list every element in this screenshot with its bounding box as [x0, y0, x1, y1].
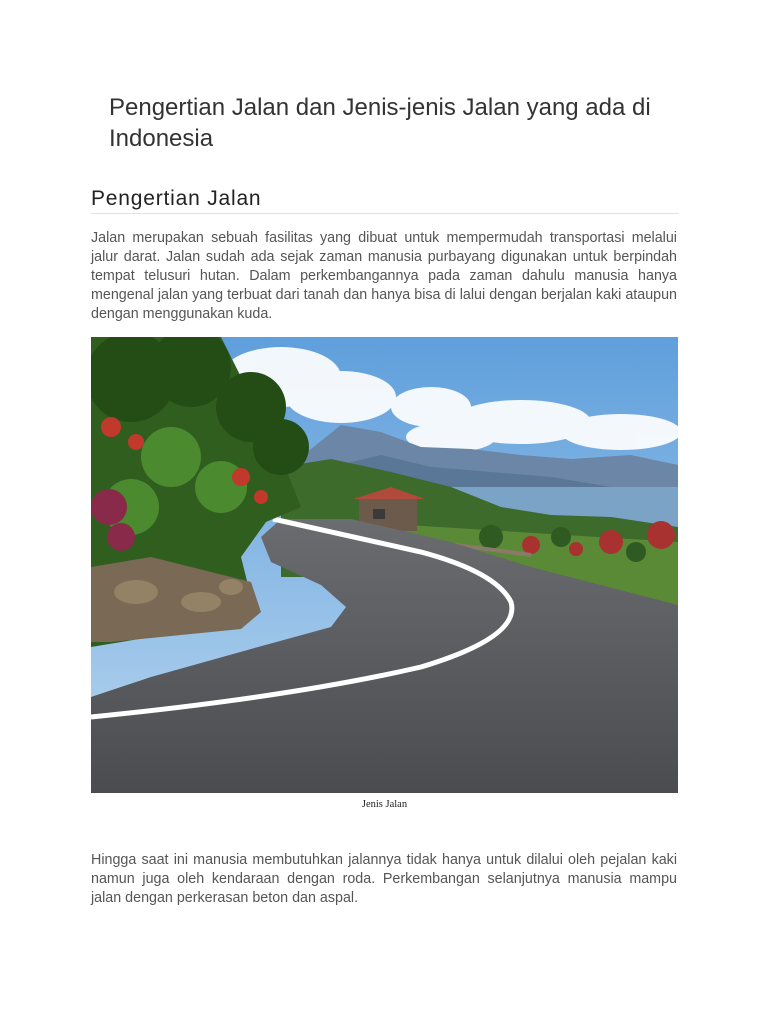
- section-heading: Pengertian Jalan: [91, 185, 679, 214]
- road-photo: [91, 337, 678, 793]
- closing-paragraph: Hingga saat ini manusia membutuhkan jalannya tidak hanya untuk dilalui oleh pejalan kaki namun juga oleh kendaraan dengan roda. Perkembangan selanjutnya manusia mampu jalan dengan perkerasan beton dan aspal.: [91, 852, 677, 906]
- intro-paragraph: Jalan merupakan sebuah fasilitas yang dibuat untuk mempermudah transportasi melalui jalur darat. Jalan sudah ada sejak zaman manusia purbayang digunakan untuk berpindah tempat telusuri hutan. Dalam perkembangannya pada zaman dahulu manusia hanya mengenal jalan yang terbuat dari tanah dan hanya bisa di lalui dengan berjalan kaki ataupun dengan menggunakan kuda.: [91, 230, 677, 322]
- article-title: Pengertian Jalan dan Jenis-jenis Jalan yang ada di Indonesia: [109, 94, 651, 152]
- image-caption: Jenis Jalan: [361, 799, 408, 810]
